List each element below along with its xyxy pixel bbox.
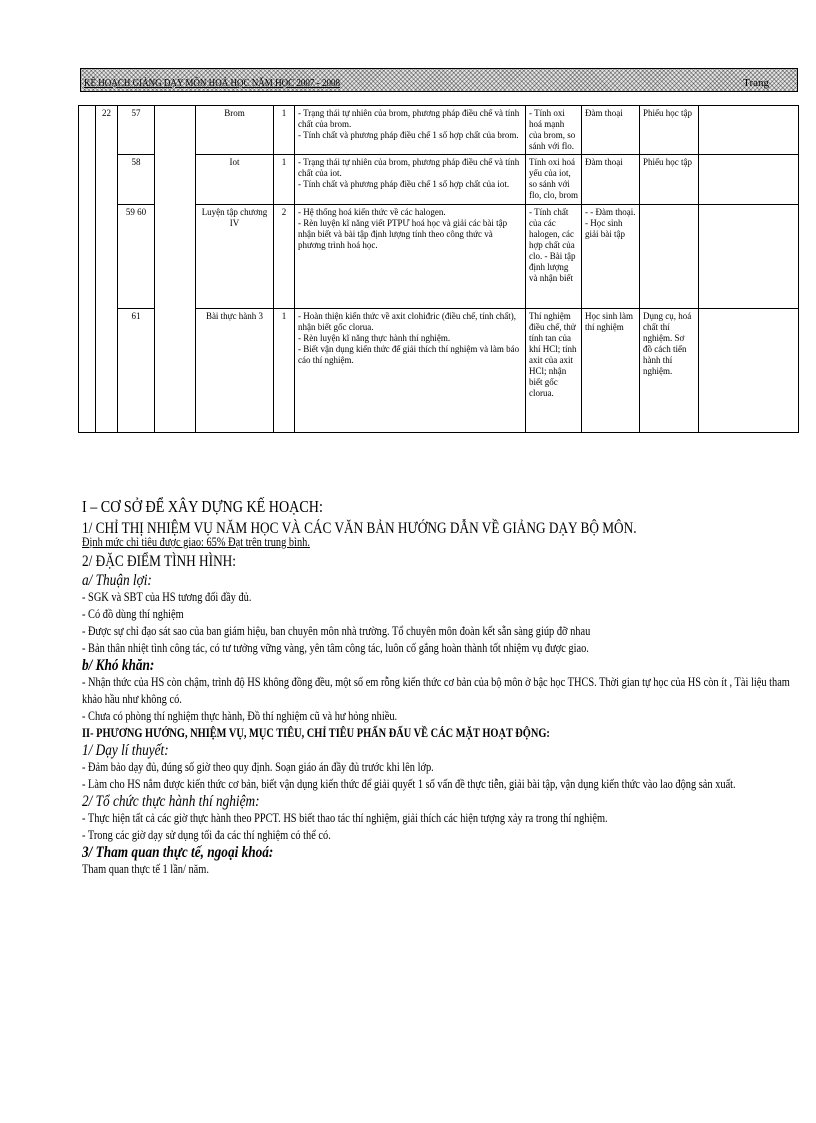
list-item: - Nhận thức của HS còn chậm, trình độ HS không đồng đều, một số em rỗng kiến thức cơ bản của bộ môn ở bậc học THCS. Thời gian tự học của HS còn ít , Tài liệu tham khảo hầu như không có. bbox=[82, 675, 790, 706]
subsection-heading: 1/ CHỈ THỊ NHIỆM VỤ NĂM HỌC VÀ CÁC VĂN BẢN HƯỚNG DẪN VỀ GIẢNG DẠY BỘ MÔN. bbox=[82, 520, 637, 537]
list-item: - Chưa có phòng thí nghiệm thực hành, Đồ thí nghiệm cũ và hư hỏng nhiều. bbox=[82, 709, 398, 723]
page-header bbox=[80, 68, 798, 92]
header-page-label: Trang bbox=[743, 77, 769, 89]
list-item: - Trong các giờ dạy sử dụng tối đa các thí nghiệm có thể có. bbox=[82, 828, 331, 842]
plan-body bbox=[82, 490, 798, 878]
topic-cell: Luyện tập chương IV bbox=[196, 205, 274, 309]
difficulties-heading: b/ Khó khăn: bbox=[82, 657, 155, 674]
list-item: Tham quan thực tế 1 lần/ năm. bbox=[82, 862, 209, 876]
list-item: - Làm cho HS nắm được kiến thức cơ bản, biết vận dụng kiến thức để giải quyết 1 số vấn đề thực tiễn, giải bài tập, vận dụng kiến thức vào lao động sản xuất. bbox=[82, 777, 736, 791]
equipment-cell: Phiếu học tập bbox=[640, 106, 699, 155]
hours-cell: 1 bbox=[274, 309, 295, 433]
content-cell: - Trạng thái tự nhiên của brom, phương pháp điều chế và tính chất của brom. - Tính chất và phương pháp điều chế 1 số hợp chất của brom. bbox=[295, 106, 526, 155]
lesson-plan-table bbox=[78, 105, 799, 433]
subsection-heading: 2/ Tổ chức thực hành thí nghiệm: bbox=[82, 793, 260, 810]
hours-cell: 2 bbox=[274, 205, 295, 309]
focus-cell: Tính oxi hoá yếu của iot, so sánh với flo, clo, brom bbox=[526, 155, 582, 205]
list-item: - Thực hiện tất cả các giờ thực hành theo PPCT. HS biết thao tác thí nghiệm, giải thích các hiện tượng xảy ra trong thí nghiệm. bbox=[82, 811, 608, 825]
subsection-heading: 3/ Tham quan thực tế, ngoại khoá: bbox=[82, 844, 274, 861]
header-title: KẾ HOẠCH GIẢNG DẠY MÔN HOÁ HỌC NĂM HỌC 2007 - 2008 bbox=[84, 77, 340, 89]
list-item: - SGK và SBT của HS tương đối đầy đủ. bbox=[82, 590, 252, 604]
equipment-cell bbox=[640, 205, 699, 309]
equipment-cell: Dụng cụ, hoá chất thí nghiệm. Sơ đồ cách tiến hành thí nghiệm. bbox=[640, 309, 699, 433]
content-cell: - Hệ thống hoá kiến thức về các halogen. - Rèn luyện kĩ năng viết PTPƯ hoá học và giải các bài tập nhận biết và bài tập định lượng tính theo công thức và phương trình hoá học. bbox=[295, 205, 526, 309]
topic-cell: Brom bbox=[196, 106, 274, 155]
focus-cell: - Tính chất của các halogen, các hợp chất của clo. - Bài tập định lượng và nhận biết bbox=[526, 205, 582, 309]
table-row bbox=[79, 106, 799, 155]
list-item: - Được sự chỉ đạo sát sao của ban giám hiệu, ban chuyên môn nhà trường. Tổ chuyên môn đoàn kết sẵn sàng giúp đỡ nhau bbox=[82, 624, 591, 638]
week-cell: 22 bbox=[96, 106, 118, 433]
content-cell: - Trạng thái tự nhiên của brom, phương pháp điều chế và tính chất của iot. - Tính chất và phương pháp điều chế 1 số hợp chất của iot. bbox=[295, 155, 526, 205]
section-heading: II- PHƯƠNG HƯỚNG, NHIỆM VỤ, MỤC TIÊU, CHỈ TIÊU PHẤN ĐẤU VỀ CÁC MẶT HOẠT ĐỘNG: bbox=[82, 726, 550, 740]
lesson-cell: 59 60 bbox=[118, 205, 155, 309]
section-heading: I – CƠ SỞ ĐỂ XÂY DỰNG KẾ HOẠCH: bbox=[82, 497, 323, 516]
hours-cell: 1 bbox=[274, 155, 295, 205]
content-cell: - Hoàn thiện kiến thức về axit clohiđric (điều chế, tính chất), nhận biết gốc clorua. - Rèn luyện kĩ năng thực hành thí nghiệm. - Biết vận dụng kiến thức để giải thích thí nghiệm và làm báo cáo thí nghiệm. bbox=[295, 309, 526, 433]
equipment-cell: Phiếu học tập bbox=[640, 155, 699, 205]
topic-cell: Bài thực hành 3 bbox=[196, 309, 274, 433]
lesson-cell: 61 bbox=[118, 309, 155, 433]
focus-cell: Thí nghiệm điều chế, thử tính tan của khí HCl; tính axit của axit HCl; nhận biết gốc clorua. bbox=[526, 309, 582, 433]
list-item: - Bản thân nhiệt tình công tác, có tư tưởng vững vàng, yên tâm công tác, luôn cố gắng hoàn thành tốt nhiệm vụ được giao. bbox=[82, 641, 589, 655]
method-cell: Đàm thoại bbox=[582, 155, 640, 205]
subsection-heading: 2/ ĐẶC ĐIỂM TÌNH HÌNH: bbox=[82, 553, 236, 570]
lesson-cell: 57 bbox=[118, 106, 155, 155]
list-item: - Có đồ dùng thí nghiệm bbox=[82, 607, 184, 621]
lesson-cell: 58 bbox=[118, 155, 155, 205]
focus-cell: - Tính oxi hoá mạnh của brom, so sánh với flo. bbox=[526, 106, 582, 155]
quota-note: Định mức chỉ tiêu được giao: 65% Đạt trên trung bình. bbox=[82, 535, 310, 549]
hours-cell: 1 bbox=[274, 106, 295, 155]
topic-cell: Iot bbox=[196, 155, 274, 205]
method-cell: Học sinh làm thí nghiệm bbox=[582, 309, 640, 433]
subsection-heading: 1/ Dạy lí thuyết: bbox=[82, 742, 169, 759]
method-cell: - - Đàm thoại. - Học sinh giải bài tập bbox=[582, 205, 640, 309]
method-cell: Đàm thoại bbox=[582, 106, 640, 155]
advantages-heading: a/ Thuận lợi: bbox=[82, 572, 152, 589]
list-item: - Đảm bảo dạy đủ, đúng số giờ theo quy định. Soạn giáo án đầy đủ trước khi lên lớp. bbox=[82, 760, 434, 774]
